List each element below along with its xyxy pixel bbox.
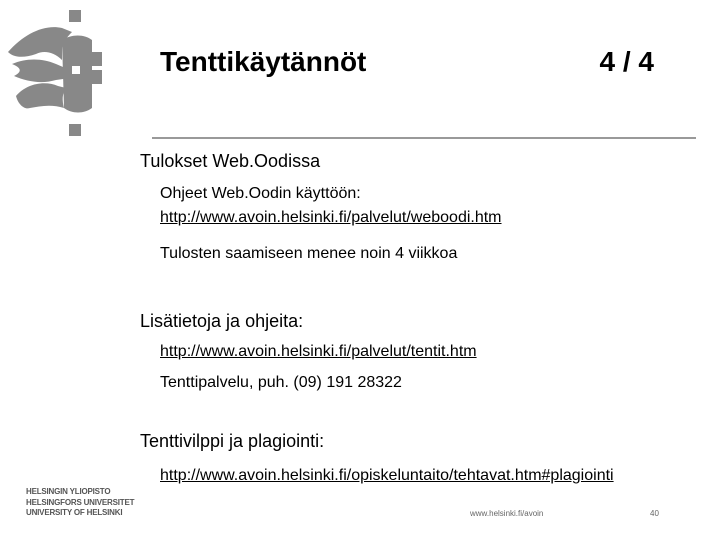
exams-info-link[interactable]: http://www.avoin.helsinki.fi/palvelut/tentit.htm xyxy=(160,343,477,360)
university-flame-logo-icon xyxy=(0,0,150,150)
university-name xyxy=(26,487,134,519)
section-heading-more-info: Lisätietoja ja ohjeita: xyxy=(140,311,304,331)
footer-url: www.helsinki.fi/avoin xyxy=(470,509,544,518)
section-heading-results: Tulokset Web.Oodissa xyxy=(140,151,321,171)
page-indicator: 4 / 4 xyxy=(599,46,654,77)
footer-page-number: 40 xyxy=(650,509,659,518)
instructions-label: Ohjeet Web.Oodin käyttöön: xyxy=(160,185,361,202)
results-timing-note: Tulosten saamiseen menee noin 4 viikkoa xyxy=(160,245,458,262)
plagiarism-info-link[interactable]: http://www.avoin.helsinki.fi/opiskeluntaito/tehtavat.htm#plagiointi xyxy=(160,467,614,484)
weboodi-instructions-link[interactable]: http://www.avoin.helsinki.fi/palvelut/weboodi.htm xyxy=(160,209,502,226)
title-divider xyxy=(152,137,696,139)
university-name-sv: HELSINGFORS UNIVERSITET xyxy=(26,497,135,507)
section-heading-plagiarism: Tenttivilppi ja plagiointi: xyxy=(140,431,325,451)
university-name-en: UNIVERSITY OF HELSINKI xyxy=(26,508,123,517)
exam-service-contact: Tenttipalvelu, puh. (09) 191 28322 xyxy=(160,374,402,391)
university-name-fi: HELSINGIN YLIOPISTO xyxy=(26,487,111,496)
slide-title: Tenttikäytännöt xyxy=(160,46,367,77)
